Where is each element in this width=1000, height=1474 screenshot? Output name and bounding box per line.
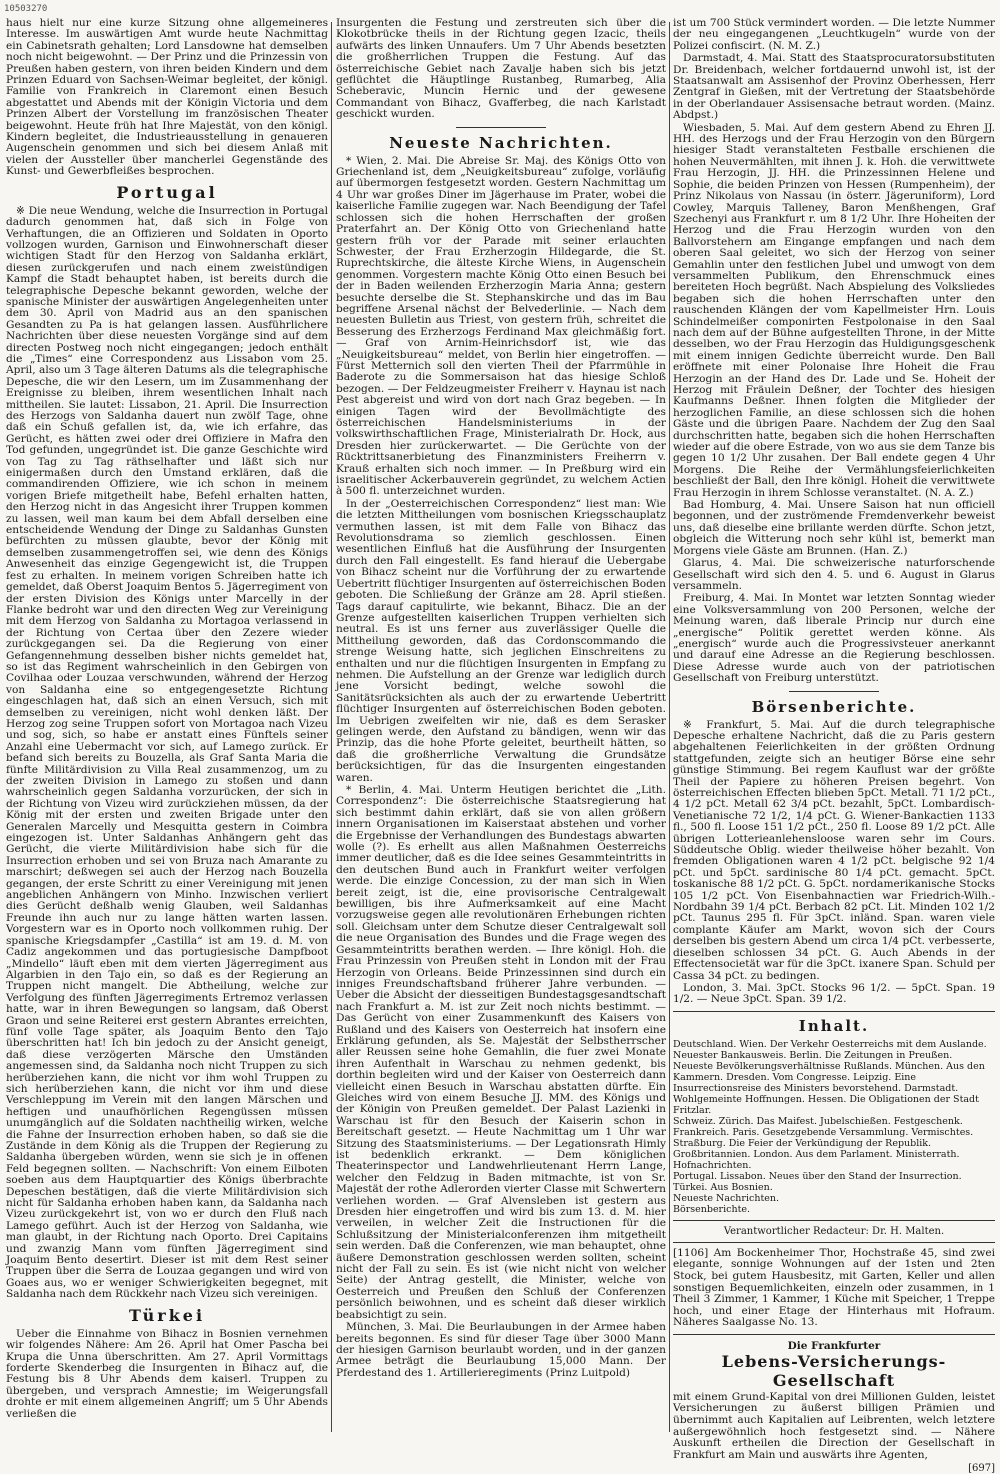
inhalt-line: Börsenberichte.	[673, 1203, 751, 1215]
inhalt-line: Schweiz. Zürich. Das Maifest. Jubelschießen. Festgeschenk.	[673, 1115, 963, 1127]
rule	[673, 1011, 995, 1012]
article-tuerkei: Ueber die Einnahme von Bihacz in Bosnien vernehmen wir folgendes Nähere: Am 26. April hat Omer Pascha bei Krupa die Unna überschritten. Am 27. April Vormittags forderte Skenderbeg die Insurgenten in Bihacz auf, die Festung bis 8 Uhr Abends dem kaiserl. Truppen zu übergeben, und versprach Amnestie; im Weigerungsfall drohte er mit einem allgemeinen Angriff; um 5 Uhr Abends verließen die	[6, 1327, 328, 1420]
rule	[673, 1334, 995, 1335]
article-london-boerse: London, 3. Mai. 3pCt. Stocks 96 1/2. — 5pCt. Span. 19 1/2. — Neue 3pCt. Span. 39 1/2.	[673, 981, 995, 1006]
article-london-end: haus hielt nur eine kurze Sitzung ohne allgemeineres Interesse. Im auswärtigen Amt wurde heute Nachmittag ein Cabinetsrath gehalten; Lord Lansdowne hat demselben noch nicht beigewohnt. — Der Prinz und die Prinzessin von Preußen haben gestern, von ihren beiden Kindern und dem Prinzen Eduard von Sachsen-Weimar begleitet, der königl. Familie von Frankreich in Claremont einen Besuch abgestattet und Abends mit der Königin Victoria und dem Prinzen Albert der Vorstellung im französischen Theater beigewohnt. Heute früh hat Ihre Majestät, von den königl. Kindern begleitet, die Industrieausstellung in genaueren Augenschein genommen und sich bei diesem Anlaß mit vielen der Aussteller über mancherlei Gegenstände des Kunst- und Gewerbfleißes besprochen.	[6, 17, 328, 178]
section-heading-neueste: Neueste Nachrichten.	[389, 133, 613, 152]
article-berlin: * Berlin, 4. Mai. Unterm Heutigen berichtet die „Lith. Correspondenz“: Die österreichische Staatsregierung hat sich bestimmt dahin erklärt, daß sie von allen größern innern Organisationen im Kaiserstaat abstehen und vorher die Ergebnisse der Verhandlungen des Bundestags abwarten wolle (?). Es erhellt aus allen Maßnahmen Oesterreichs immer deutlicher, daß es die Idee seines Gesammteintritts in den deutschen Bund auch in Frankfurt weiter verfolgen werde. Die einzige Concession, zu der man sich in Wien bereit zeigt, ist die, eine provisorische Centralgewalt bewilligen, bis ihre Aufmerksamkeit auf eine Macht vorzugsweise gegen alle revolutionären Erhebungen richten soll. Gleichsam unter dem Schutze dieser Centralgewalt soll die neue Organisation des Bundes und die Frage wegen des Gesammteintritts berathen werden. — Ihre königl. Hoh. die Frau Prinzessin von Preußen steht in London mit der Frau Herzogin von Orleans. Beide Prinzessinnen sind durch ein inniges Freundschaftsband früherer Jahre verbunden. — Ueber die Absicht der diesseitigen Bundestagsgesandtschaft nach Frankfurt a. M. ist zur Zeit noch nichts bestimmt. — Das Gerücht von einer Zusammenkunft des Kaisers von Rußland und des Kaisers von Oesterreich hat insofern eine Erklärung gefunden, als Se. Majestät der Selbstherrscher aller Reussen seine hohe Gemahlin, die fuer zwei Monate ihren Aufenthalt in Warschau zu nehmen gedenkt, bis dorthin begleiten wird und der Kaiser von Oesterreich dann vielleicht einen Besuch in Warschau abstatten dürfte. Ein Gleiches wird von einem Besuche JJ. MM. des Königs und der Königin von Preußen gemeldet. Der Palast Lazienki in Warschau ist für den Besuch der Kaiserin schon in Bereitschaft gesetzt. — Heute Nachmittag um 1 Uhr war Sitzung des Staatsministeriums. — Der Legationsrath Himly ist bedenklich erkrankt. — Dem königlichen Theaterinspector und Landwehrlieutenant Herrn Lange, welcher den Feldzug in Baden mitmachte, ist von Sr. Majestät der rothe Adlerorden vierter Classe mit Schwertern verliehen worden. — Graf Alvensleben ist gestern aus Dresden hier eingetroffen und wird bis zum 13. d. M. hier verweilen, in welcher Zeit die Instructionen für die Schlußsitzung der Ministerialconferenzen ihm mitgetheilt sein werden. Daß die Conferenzen, wie man behauptet, ohne äußere Demonstration geschlossen werden sollten, scheint nicht der Fall zu sein. Es ist (wie nicht nicht von welcher Seite) der Antrag gestellt, die Minister, welche von Oesterreich und Preußen den Schluß der Conferenzen persönlich beiwohnen, und es scheint daß dieser wirklich beabsichtigt zu sein.	[336, 784, 666, 1321]
inhalt-line: Türkei. Aus Bosnien.	[673, 1181, 773, 1193]
inhalt-line: Deutschland. Wien. Der Verkehr Oesterreichs mit dem Auslande. Neuester Bankausweis. Berlin. Die Zeitungen in Preußen. Neueste Bevölkerungsverhältnisse Rußlands. München. Aus den Kammern. Dresden. Vom Congresse. Leipzig. Eine Insurrectionsreise des Ministers bevorstehend. Darmstadt. Wohlgemeinte Hoffnungen. Hessen. Die Obligationen der Stadt Fritzlar.	[673, 1038, 987, 1116]
column-3	[673, 17, 995, 1474]
rule	[673, 1220, 995, 1221]
inhalt-line: Portugal. Lissabon. Neues über den Stand der Insurrection.	[673, 1170, 962, 1182]
article-muenchen-cont: ist um 700 Stück vermindert worden. — Die letzte Nummer der neu eingegangenen „Leuchtkugeln“ wurde von der Polizei confiscirt. (N. M. Z.)	[673, 17, 995, 52]
separator	[789, 691, 879, 692]
section-heading-boersen: Börsenberichte.	[751, 697, 917, 716]
ad-number: [697]	[968, 1463, 995, 1474]
separator	[456, 127, 546, 128]
article-darmstadt: Darmstadt, 4. Mai. Statt des Staatsprocuratorsubstituten Dr. Breidenbach, welcher fortdauernd unwohl ist, ist der Staatsanwalt am Assisenhof der Provinz Oberhessen, Herr Zentgraf in Gießen, mit der Vertretung der Staatsbehörde in der Oberlandauer Assisensache betraut worden. (Mainz. Abdpst.)	[673, 52, 995, 122]
editor-line: Verantwortlicher Redacteur: Dr. H. Malten.	[723, 1225, 945, 1237]
inhalt-line: Großbritannien. London. Aus dem Parlament. Ministerrath. Hofnachrichten.	[673, 1148, 960, 1171]
section-heading-inhalt: Inhalt.	[798, 1016, 870, 1035]
rule	[673, 1242, 995, 1243]
column-rule	[669, 22, 670, 1432]
article-wien: * Wien, 2. Mai. Die Abreise Sr. Maj. des Königs Otto von Griechenland ist, dem „Neuigkeitsbureau“ zufolge, vorläufig auf übermorgen festgesetzt worden. Gestern Nachmittag um 4 Uhr war großes Diner im Jägerhause im Prater, wobei die kaiserliche Familie zugegen war. Nach Beendigung der Tafel schlossen sich die hohen Herrschaften der großen Praterfahrt an. Der König Otto von Griechenland hatte gestern früh vor der Parade mit seiner erlauchten Schwester, der Frau Erzherzogin Hildegarde, die St. Ruprechtskirche, die älteste Kirche Wiens, in Augenschein genommen. Vorgestern machte König Otto einen Besuch bei der in Baden weilenden Erzherzogin Maria Anna; gestern besuchte derselbe die St. Stephanskirche und das im Bau begriffene Arsenal nächst der Belvederlinie. — Nach dem neuesten Bulletin aus Triest, von gestern früh, schreitet die Besserung des Erzherzogs Ferdinand Max gleichmäßig fort. — Graf von Arnim-Heinrichsdorf ist, wie das „Neuigkeitsbureau“ meldet, von Berlin hier eingetroffen. — Fürst Metternich soll den vierten Theil der Pfarrmühle in Baderote zu die Sommersaison hat das hiesige Schloß bezogen. — Der Feldzeugmeister Freiherr v. Haynau ist nach Pest abgereist und wird von dort nach Graz begeben. — In einigen Tagen wird der Bevollmächtigte des österreichischen Handelsministeriums in der volkswirthschaftlichen Frage, Ministerialrath Dr. Hock, aus Dresden hier zurückerwartet. — Die Gerüchte von der Rücktrittsanerbietung des Finanzministers Freiherrn v. Krauß erhalten sich noch immer. — In Preßburg wird ein israelitischer Ackerbauverein gegründet, zu welchem Actien à 500 fl. unterzeichnet wurden.	[336, 154, 666, 498]
scan-id: 10503270	[4, 4, 48, 14]
column-2	[336, 18, 666, 1443]
section-heading-portugal: Portugal	[116, 182, 218, 202]
advertisement-apartments: [1106] Am Bockenheimer Thor, Hochstraße 45, sind zwei elegante, sonnige Wohnungen auf der 1sten und 2ten Stock, bei gutem Hausbesitz, mit Garten, Keller und allen sonstigen Bequemlichkeiten, einzeln oder zusammen, in 1 Theil 3 Zimmer, 1 Kammer, 1 Küche mit Speicher, 1 Treppe hoch, und einer Etage der Hinterhaus mit Hofraum. Näheres Saalgasse No. 13.	[673, 1246, 995, 1329]
article-wiesbaden: Wiesbaden, 5. Mai. Auf dem gestern Abend zu Ehren JJ. HH. des Herzogs und der Frau Herzogin von den Bürgern hiesiger Stadt veranstalteten Festballe erschienen die hohen Neuvermählten, mit ihnen J. k. Hoh. die verwittwete Frau Herzogin, JJ. HH. die Prinzessinnen Helene und Sophie, die beiden Prinzen von Hessen (Rumpenheim), der Prinz Nikolaus von Nassau (in österr. Jägeruniform), Lord Cowley, Marquis Talleney, Baron Menßhengen, Graf Szechenyi aus Frankfurt r. um 8 1/2 Uhr. Ihre Hoheiten der Herzog und die Frau Herzogin wurden von den Ballvorstehern am Eingange empfangen und nach dem oberen Saal geleitet, wo sich der Herzog von seiner Gemahlin unter den festlichen Jubel und umwogt von dem versammelten Publikum, den Ehrenschmuck eines bereiteten Hoch begrüßt. Nach Abspielung des Volksliedes begaben sich die hohen Herrschaften unter den rauschenden Klängen der vom Kapellmeister Hrn. Louis Schindelmeißer componirten Festpolonaise in den Saal nach dem auf der Bühne aufgestellten Throne, in der Mitte desselben, wo der Frau Herzogin das Huldigungsgeschenk mit einem innigen Gedichte überreicht wurde. Den Ball eröffnete mit einer Polonaise Ihre Hoheit die Frau Herzogin an der Hand des Dr. Lade und Se. Hoheit der Herzog mit Fräulein Deßner, der Tochter des hiesigen Kaufmanns Deßner. Ihnen folgten die Mitglieder der herzoglichen Familie, an diese schlossen sich die hohen Gäste und die übrigen Paare. Nachdem der Zug den Saal durchschritten hatte, begaben sich die hohen Herrschaften wieder auf die obere Estrade, von wo aus sie dem Tanze bis gegen 10 1/2 Uhr zusahen. Der Ball endete gegen 4 Uhr Morgens. Die Reihe der Vermählungsfeierlichkeiten beschließt der Ball, den Ihre königl. Hoheit die verwittwete Frau Herzogin in ihrem Schlosse veranstaltet. (N. A. Z.)	[673, 121, 995, 499]
article-muenchen: München, 3. Mai. Die Beurlaubungen in der Armee haben bereits begonnen. Es sind für dieser Tage über 3000 Mann der hiesigen Garnison beurlaubt worden, und in der ganzen Armee beträgt die Beurlaubung 15,000 Mann. Der Pferdestand des 1. Artillerieregiments (Prinz Luitpold)	[336, 1321, 666, 1379]
column-rule	[331, 22, 332, 1432]
article-freiburg: Freiburg, 4. Mai. In Montet war letzten Sonntag wieder eine Volksversammlung von 200 Personen, welche der Meinung waren, daß liberale Princip nur durch eine „energische“ Politik gerettet werden könne. Als „energisch“ wurde auch die Progressivsteuer anerkannt und darauf eine Adresse an die Regierung beschlossen. Diese Adresse wurde auch von der patriotischen Gesellschaft von Freiburg unterstützt.	[673, 592, 995, 685]
inhalt-line: Frankreich. Paris. Gesetzgebende Versammlung. Vermischtes. Straßburg. Die Feier der Verkündigung der Republik.	[673, 1126, 974, 1149]
article-homburg: Bad Homburg, 4. Mai. Unsere Saison hat nun officiell begonnen, und der zuströmende Fremdenverkehr beweist uns, daß dieselbe eine brillante werden dürfte. Schon jetzt, obgleich die Witterung noch sehr kühl ist, bemerkt man Morgens viele Gäste am Brunnen. (Han. Z.)	[673, 499, 995, 557]
article-correspondenz: In der „Oesterreichischen Correspondenz“ liest man: Wie die letzten Mittheilungen vom bosnischen Kriegsschauplatz vermuthen lassen, ist mit dem Falle von Bihacz das Revolutionsdrama so ziemlich geschlossen. Einen wesentlichen Einfluß hat die Ausführung der Insurgenten durch den Fall eingestellt. Es fand hierauf die Uebergabe von Bihacz scheint nur die Vorführung der zu erwartende Uebertritt flüchtiger Insurgenten auf österreichischen Boden geboten. Die Schließung der Gränze am 28. April stießen. Tags darauf capitulirte, wie bekannt, Bihacz. Die an der Grenze aufgestellten kaiserlichen Truppen verhielten sich neutral. Es ist uns ferner aus zuverlässiger Quelle die Mittheilung geworden, daß das Cordonscommando die strenge Weisung hatte, sich jeglichen Einschreitens zu enthalten und nur die flüchtigen Insurgenten in Empfang zu nehmen. Die Aufstellung an der Grenze war lediglich durch jene Vorsicht bedingt, welche sowohl die Sanitätsrücksichten als auch der zu erwartende Uebertritt flüchtiger Insurgenten auf österreichischen Boden geboten. Im Uebrigen zweifelten wir nie, daß es dem Serasker gelingen werde, den Aufstand zu bändigen, wenn wir das Prinzip, das die hohe Pforte geleitet, beurtheilt hätten, so daß die großherrliche Verwaltung die Grundsätze berücksichtigen, für das die Insurgenten eingestanden waren.	[336, 497, 666, 784]
article-tuerkei-cont: Insurgenten die Festung und zerstreuten sich über die Klokotbrücke theils in der Richtung gegen Izacic, theils aufwärts des linken Unnaufers. Um 7 Uhr Abends besetzten die großherrlichen Truppen die Festung. Auf das österreichische Gebiet nach Zavalje haben sich bis jetzt geflüchtet die Häuptlinge Rustanbeg, Rumarbeg, Alia Scheberavic, Muncin Hernic und der gewesene Commandant von Bihacz, Gvafferbeg, die nach Karlstadt geschickt wurden.	[336, 17, 666, 121]
article-frankfurt-boerse: ※ Frankfurt, 5. Mai. Auf die durch telegraphische Depesche erhaltene Nachricht, daß die zu Paris gestern abgehaltenen Feierlichkeiten in der größten Ordnung stattgefunden, zeigte sich an heutiger Börse eine sehr günstige Stimmung. Bei regem Kauflust war der größte Theil der Papiere zu höheren Preisen begehrt. Von österreichischen Effecten blieben 5pCt. Metall. 71 1/2 pCt., 4 1/2 pCt. Metall 62 3/4 pCt. bezahlt, 5pCt. Lombardisch-Venetianische 72 1/2, 1/4 pCt. G. Wiener-Bankactien 1133 fl., 500 fl. Loose 151 1/2 pCt., 250 fl. Loose 89 1/2 pCt. Alle übrigen Lotterieanlehensloose waren sehr im Cours. Süddeutsche Oblig. wieder theilweise höher bezahlt. Von fremden Obligationen waren 4 1/2 pCt. belgische 92 1/4 pCt. und 5pCt. sardinische 80 1/4 pCt. gemacht. 5pCt. toskanische 88 1/2 pCt. G. 5pCt. nordamerikanische Stocks 105 1/2 pCt. Von Eisenbahnactien war Friedrich-Wilh.-Nordbahn 39 1/4 pCt. Berbach 82 pCt. Lit. Minden 102 1/2 pCt. Taunus 295 fl. Für 3pCt. inländ. Span. waren viele complante Käufer am Markt, wovon sich der Cours derselben bis gestern Abend um circa 1/4 pCt. verbesserte, dieselben schlossen 34 pCt. G. Auch Abends in der Effectensocietät war für die 3pCt. ixanere Span. Schuld per Cassa 34 pCt. zu bedingen.	[673, 718, 995, 982]
ad-insurance-head: Die Frankfurter	[787, 1339, 881, 1352]
section-heading-tuerkei: Türkei	[128, 1305, 206, 1325]
column-1	[6, 18, 328, 1443]
ad-insurance-text: mit einem Grund-Kapital von drei Millionen Gulden, leistet Versicherungen zu äußerst billigen Prämien und übernimmt auch Kapitalien auf Leibrenten, welch letztere außergewöhnlich hoch festgesetzt sind. — Nähere Auskunft ertheilen die Direction der Gesellschaft in Frankfurt am Main und auswärts ihre Agenten,	[673, 1390, 995, 1461]
article-glarus: Glarus, 4. Mai. Die schweizerische naturforschende Gesellschaft wird sich den 4. 5. und 6. August in Glarus versammeln.	[673, 557, 995, 592]
ad-insurance-title: Lebens-Versicherungs-Gesellschaft	[721, 1351, 947, 1390]
inhalt-line: Neueste Nachrichten.	[673, 1192, 780, 1204]
article-portugal: ※ Die neue Wendung, welche die Insurrection in Portugal dadurch genommen hat, daß sich in Folge von Verhaftungen, die an Offizieren und Soldaten in Oporto vollzogen wurden, Garnison und Einwohnerschaft dieser wichtigen Stadt für den Herzog von Saldanha erklärt, diesen zurückgerufen und nach einem zweistündigen Kampf die Stadt behauptet haben, ist bereits durch die telegraphische Depesche bekannt geworden, welche der spanische Minister der auswärtigen Angelegenheiten unter dem 30. April von Madrid aus an den spanischen Gesandten zu Pa is hat gelangen lassen. Ausführlichere Nachrichten über diese neuesten Vorgänge sind auf dem directen Postweg noch nicht eingegangen; jedoch enthält die „Times“ eine Correspondenz aus Lissabon vom 25. April, also um 3 Tage älteren Datums als die telegraphische Depesche, die wir den Lesern, um im Zusammenhang der Ereignisse zu bleiben, ihrem wesentlichen Inhalt nach mittheilen. Sie lautet: Lissabon, 21. April. Die Insurrection des Herzogs von Saldanha dauert nun zwölf Tage, ohne daß ein Schuß gefallen ist, da, wie ich erfahre, das Gerücht, es hätten zwei oder drei Offiziere in Mafra den Tod gefunden, ungegründet ist. Die ganze Geschichte wird von Tag zu Tag räthselhafter und läßt sich nur einigermaßen durch den Umstand erklären, daß die commandirenden Offiziere, wie ich schon in meinem vorigen Briefe mitgetheilt habe, Befehl erhalten hatten, den Herzog nicht in das Angesicht ihrer Truppen kommen zu lassen, weil man kaum bei dem Abfall derselben eine entscheidende Wendung der Dinge zu Saldanhas Gunsten befürchten zu müssen glaubte, bevor der König mit demselben zusammengetroffen sei, wie denn des Königs Anwesenheit das einzige Gegengewicht ist, die Truppen fest zu erhalten. In meinem vorigen Schreiben hatte ich gemeldet, daß Oberst Joaquim Bentos 5. Jägerregiment von der ersten Division des Königs unter Marcelly in der Flanke bedroht war und den directen Weg zur Vereinigung mit dem Herzog von Saldanha zu Mortagoa verlassend in der Richtung von Certaa über den Zezere wieder zurückgegangen sei. Da die Regierung von einer Gefangennehmung desselben bisher nichts gemeldet hat, so ist das Regiment wahrscheinlich in den Gebirgen von Covilhaa oder Louzaa verschwunden, während der Herzog von Saldanha eine so entgegengesetzte Richtung eingeschlagen hat, daß sich an einen Versuch, sich mit demselben zu vereinigen, nicht wohl denken läßt. Der Herzog zog seine Truppen sofort von Mortagoa nach Vizeu und sog, sich, so habe er anstatt eines Fünftels seiner Anzahl eine Uebermacht vor sich, auf Lamego zurück. Er befand sich bereits zu Bouzella, als Graf Santa Maria die fünfte Militärdivision zu Villa Real zusammenzog, um zu der zweiten Division in Lamego zu stoßen und dann wahrscheinlich gegen Saldanha vorzurücken, der sich in der Richtung von Vizeu wird zurückziehen müssen, da der König mit der ersten und zweiten Brigade unter den Generalen Marcelly und Mesquitta gestern in Coimbra eingezogen ist. Unter Saldanhas Anhängern geht das Gerücht, die vierte Militärdivision habe sich für die Insurrection erhoben und sei von Bruza nach Amarante zu marschirt; deßwegen sei auch der Herzog nach Bouzella gegangen, der erste Schritt zu einer Vereinigung mit jenen angeblichen Anhängern von Minho. Inzwischen verliert dies Gerücht deßhalb wenig Glauben, weil Saldanhas Freunde ihn auch nur zu lange hätten warten lassen. Vorgestern war es in Oporto noch vollkommen ruhig. Der spanische Kriegsdampfer „Castilla“ ist am 19. d. M. von Cadiz angekommen und das portugiesische Dampfboot „Mindello“ läuft eben mit dem vierten Jägerregiment aus Algarbien in den Tajo ein, so daß es der Regierung an Truppen nicht mangelt. Die Abtheilung, welche zur Verfolgung des fünften Jägerregiments Ertremoz verlassen hatte, war in ihren Bewegungen so langsam, daß Oberst Graon und seine Reiterei erst gestern Abrantes erreichten, fünf volle Tage später, als Joaquim Bento den Tajo überschritten hat! Ich bin jedoch zu der Ansicht geneigt, daß diese verzögerten Märsche den Umständen angemessen sind, da Saldanha noch nicht Truppen zu sich herüberziehen kann, die nicht vor ihm wohl Truppen zu sich herüberziehen kann, die nicht vor ihm und diese Verschleppung im Verein mit den langen Märschen und heftigen und unaufhörlichen Regengüssen müssen unumgänglich auf die Soldaten nachtheilig wirken, welche die Fahne der Insurrection erhoben haben, so daß sie die Zustände in dem König als die Truppen der Regierung zu Saldanha übergeben würden, wenn sie sich je in offenen Feld begegnen sollten. — Nachschrift: Von einem Eilboten soeben aus dem Hauptquartier des Königs überbrachte Depeschen bestätigen, daß die vierte Militärdivision sich nicht für Saldanha erhoben haben kann, da Saldanha nach Vizeu zurückgekehrt ist, von wo er durch den Fluß nach Lamego geführt. Auch ist der Herzog von Saldanha, wie man glaubt, in der Richtung nach Oporto. Drei Capitains und zwanzig Mann vom fünften Jägerregiment sind Joaquim Bento desertirt. Dieser ist mit dem Rest seiner Truppen über die Serra de Louzaa gegangen und wird von Goaes aus, wo er weniger Schwierigkeiten begegnet, mit Saldanha nach dem Rückkehr nach Vizeu sich vereinigen.	[6, 204, 328, 1301]
